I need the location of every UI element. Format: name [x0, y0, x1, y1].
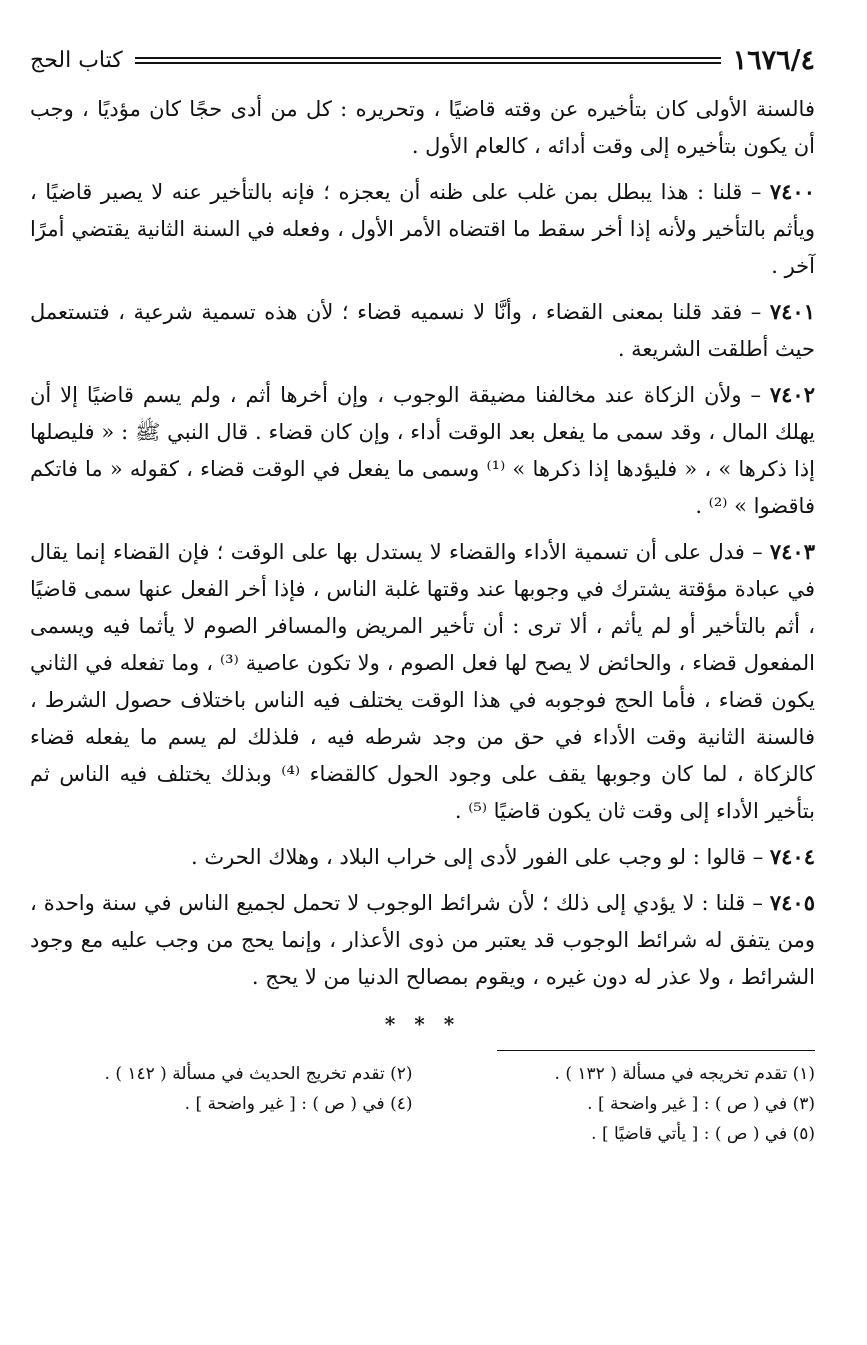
header-rule: [135, 57, 721, 64]
paragraph-text: – قلنا : لا يؤدي إلى ذلك ؛ لأن شرائط الوجوب لا تحمل لجميع الناس في سنة واحدة ، ومن يتفق له شرائط الوجوب قد يعتبر من ذوى الأعذار ، وإنما يحج من وجب عليه مع وجود الشرائط ، ولا عذر له دون غيره ، ويقوم بمصالح الدنيا من لا يحج .: [30, 891, 815, 989]
book-page: [30, 40, 815, 1345]
page-number: ١٦٧٦/٤: [732, 44, 815, 76]
footnote: (١) تقدم تخريجه في مسألة ( ١٣٢ ) .: [554, 1064, 815, 1084]
paragraph-text: – فدل على أن تسمية الأداء والقضاء لا يستدل بها على الوقت ؛ فإن القضاء إنما يقال في عبادة مؤقتة يشترك في وجوبها عند وقتها غلبة الناس ، فإذا أخر الفعل عنها سمى قاضيًا ، أثم بالتأخير أو لم يأثم ، ألا ترى : أن تأخير المريض والمسافر الصوم لا يأثما فيه ويسمى المفعول قضاء ، والحائض لا يصح لها فعل الصوم ، ولا تكون عاصية ⁽³⁾ ، وما تفعله في الثاني يكون قضاء ، فأما الحج فوجوبه في هذا الوقت يختلف فيه الناس باختلاف حصول الشرط ، فالسنة الثانية وقت الأداء في حق من وجد شرطه فيه ، فلذلك لم يسم ما يفعله قضاء كالزكاة ، لما كان وجوبها يقف على وجود الحول كالقضاء ⁽⁴⁾ وبذلك يختلف فيه الناس ثم بتأخير الأداء إلى وقت ثان يكون قاضيًا ⁽⁵⁾ .: [30, 540, 815, 823]
paragraph-number: ٧٤٠١: [769, 299, 815, 324]
paragraph-text: – ولأن الزكاة عند مخالفنا مضيقة الوجوب ، وإن أخرها أثم ، ولم يسم قاضيًا إلا أن يهلك المال ، وقد سمى ما يفعل بعد الوقت أداء ، وإن كان قضاء . قال النبي ﷺ : « فليصلها إذا ذكرها » ، « فليؤدها إذا ذكرها » ⁽¹⁾ وسمى ما يفعل في الوقت قضاء ، كقوله « ما فاتكم فاقضوا » ⁽²⁾ .: [30, 383, 815, 518]
page-header: [30, 40, 815, 80]
footnote: (٣) في ( ص ) : [ غير واضحة ] .: [587, 1094, 815, 1114]
paragraph-text: – فقد قلنا بمعنى القضاء ، وأنَّا لا نسميه قضاء ؛ لأن هذه تسمية شرعية ، فتستعمل حيث أطلقت الشريعة .: [30, 300, 815, 361]
paragraph-text: – قالوا : لو وجب على الفور لأدى إلى خراب البلاد ، وهلاك الحرث .: [191, 845, 770, 869]
footnote: (٢) تقدم تخريج الحديث في مسألة ( ١٤٢ ) .: [104, 1064, 413, 1084]
paragraph-number: ٧٤٠٢: [769, 382, 815, 407]
paragraph: [30, 884, 815, 996]
paragraph-number: ٧٤٠٣: [769, 539, 815, 564]
main-text: [30, 90, 815, 996]
book-title: كتاب الحج: [30, 47, 123, 73]
paragraph: [30, 376, 815, 525]
footnotes: [30, 1061, 815, 1147]
footnote-rule: [497, 1050, 815, 1051]
paragraph: [30, 293, 815, 368]
paragraph: [30, 533, 815, 830]
footnote: (٤) في ( ص ) : [ غير واضحة ] .: [184, 1094, 413, 1114]
paragraph: [30, 173, 815, 285]
paragraph: [30, 90, 815, 165]
paragraph-text: – قلنا : هذا يبطل بمن غلب على ظنه أن يعجزه ؛ فإنه بالتأخير عنه لا يصير قاضيًا ، ويأثم بالتأخير ولأنه إذا أخر سقط ما اقتضاه الأمر الأول ، وفعله في السنة الثانية يقتضي أمرًا آخر .: [30, 180, 815, 278]
footnote: (٥) في ( ص ) : [ يأتي قاضيًا ] .: [591, 1124, 815, 1144]
section-separator: * * *: [384, 1012, 461, 1036]
paragraph: [30, 838, 815, 876]
paragraph-text: فالسنة الأولى كان بتأخيره عن وقته قاضيًا ، وتحريره : كل من أدى حجًا كان مؤديًا ، وجب أن يكون بتأخيره إلى وقت أدائه ، كالعام الأول .: [30, 97, 815, 158]
paragraph-number: ٧٤٠٤: [769, 844, 815, 869]
paragraph-number: ٧٤٠٥: [769, 890, 815, 915]
paragraph-number: ٧٤٠٠: [769, 179, 815, 204]
